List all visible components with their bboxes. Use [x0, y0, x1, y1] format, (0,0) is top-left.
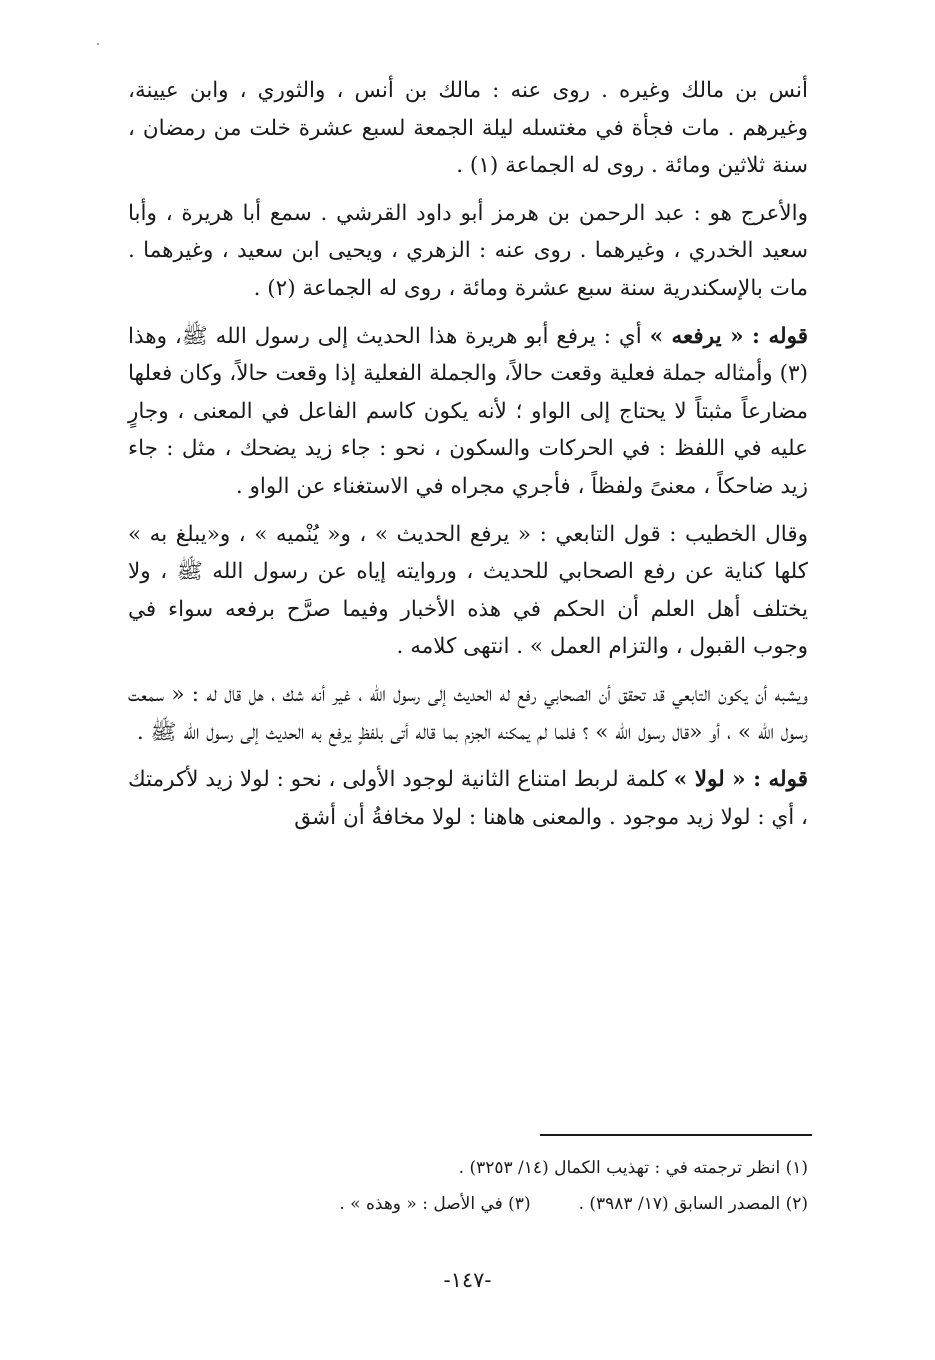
footnote-1: (١) انظر ترجمته في : تهذيب الكمال (١٤/ ٣٢٥٣) . — [458, 1158, 808, 1178]
paragraph-text: أي : يرفع أبو هريرة هذا الحديث إلى رسول الله ﷺ، وهذا (٣) وأمثاله جملة فعلية وقعت حالاً، والجملة الفعلية إذا وقعت حالاً، وكان فعلها مضارعاً مثبتاً لا يحتاج إلى الواو ؛ لأنه يكون كاسم الفاعل في المعنى ، وجارٍ عليه في اللفظ : في الحركات والسكون ، نحو : جاء زيد يضحك ، مثل : جاء زيد ضاحكاً ، معنىً ولفظاً ، فأجري مجراه في الاستغناء عن الواو . — [128, 323, 808, 499]
paragraph-text: أنس بن مالك وغيره . روى عنه : مالك بن أنس ، والثوري ، وابن عيينة، وغيرهم . مات فجأة في مغتسله ليلة الجمعة لسبع عشرة خلت من رمضان ، سنة ثلاثين ومائة . روى له الجماعة (١) . — [128, 78, 808, 179]
footnotes — [128, 1150, 808, 1222]
footnote-3: (٣) في الأصل : « وهذه » . — [339, 1194, 531, 1214]
footnote-2: (٢) المصدر السابق (١٧/ ٣٩٨٣) . — [578, 1194, 808, 1214]
paragraph-text: وقال الخطيب : قول التابعي : « يرفع الحديث » ، و« يُنْميه » ، و«يبلغ به » كلها كناية عن رفع الصحابي للحديث ، وروايته إياه عن رسول الله ﷺ ، ولا يختلف أهل العلم أن الحكم في هذه الأخبار وفيما صرَّح برفعه سواء في وجوب القبول ، والتزام العمل » . انتهى كلامه . — [128, 521, 808, 660]
paragraph-4 — [128, 516, 808, 666]
paragraph-5 — [128, 676, 808, 751]
paragraph-lead: قوله : « يرفعه » — [649, 323, 808, 349]
paragraph-3 — [128, 318, 808, 506]
paragraph-2 — [128, 195, 808, 308]
paragraph-lead: قوله : « لولا » — [673, 767, 808, 793]
footnote-row-2 — [128, 1186, 808, 1222]
paragraph-1 — [128, 72, 808, 185]
paragraph-6 — [128, 761, 808, 836]
page-number: -١٤٧- — [443, 1268, 492, 1292]
paragraph-text: كلمة لربط امتناع الثانية لوجود الأولى ، نحو : لولا زيد لأكرمتك ، أي : لولا زيد موجود . والمعنى هاهنا : لولا مخافةُ أن أشق — [128, 767, 808, 830]
scan-speck — [97, 43, 99, 45]
paragraph-text: والأعرج هو : عبد الرحمن بن هرمز أبو داود القرشي . سمع أبا هريرة ، وأبا سعيد الخدري ، وغيرهما . روى عنه : الزهري ، ويحيى ابن سعيد ، وغيرهما . مات بالإسكندرية سنة سبع عشرة ومائة ، روى له الجماعة (٢) . — [128, 200, 808, 301]
main-text — [128, 72, 808, 846]
footnote-row-1 — [128, 1150, 808, 1186]
footnote-divider — [540, 1134, 812, 1136]
paragraph-text: ويشبه أن يكون التابعي قد تحقق أن الصحابي رفع له الحديث إلى رسول الله ، غير أنه شك ، هل قال له : « سمعت رسول الله » ، أو «قال رسول الله » ؟ فلما لم يمكنه الجزم بما قاله أتى بلفظٍ يرفع به الحديث إلى رسول الله ﷺ . — [128, 681, 808, 745]
